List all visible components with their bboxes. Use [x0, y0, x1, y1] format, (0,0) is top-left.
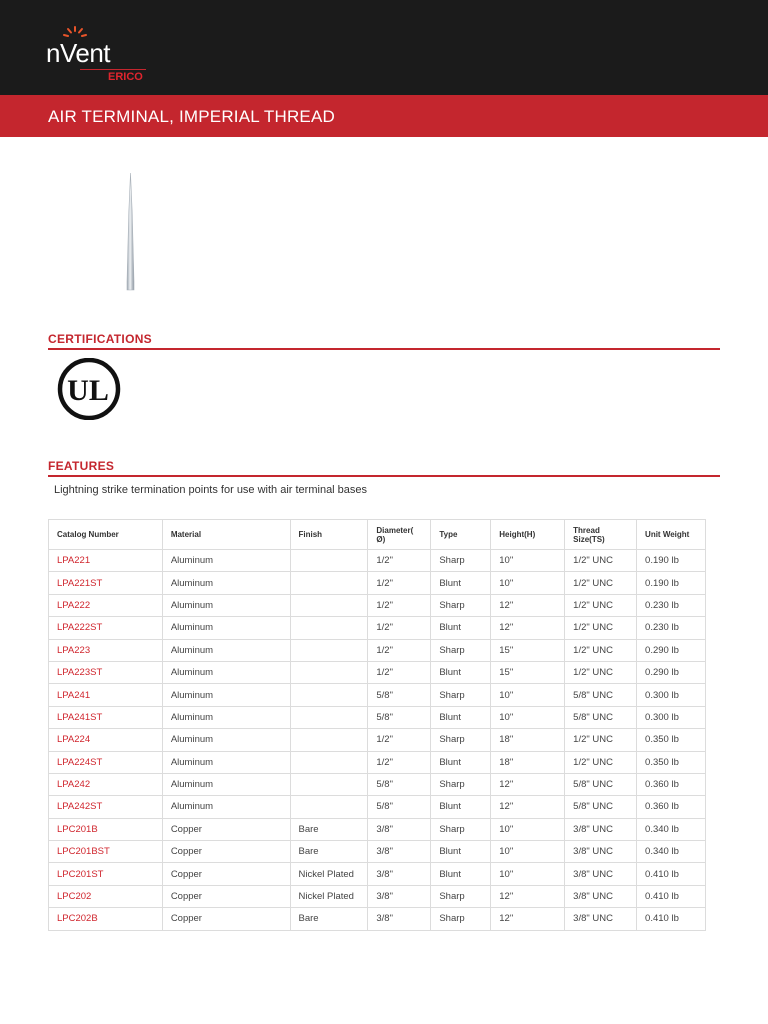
table-row — [49, 617, 706, 639]
table-body — [49, 550, 706, 931]
column-header-height: Height(H) — [491, 520, 565, 550]
cell-thread-size: 1/2" UNC — [565, 594, 637, 616]
cell-type: Blunt — [431, 661, 491, 683]
cell-unit-weight: 0.300 lb — [637, 706, 706, 728]
certifications-heading: CERTIFICATIONS — [48, 332, 152, 346]
table-row — [49, 684, 706, 706]
features-heading: FEATURES — [48, 459, 115, 473]
cell-type: Sharp — [431, 818, 491, 840]
cell-unit-weight: 0.410 lb — [637, 908, 706, 930]
cell-thread-size: 1/2" UNC — [565, 639, 637, 661]
cell-material: Aluminum — [162, 594, 290, 616]
column-header-unit-weight: Unit Weight — [637, 520, 706, 550]
cell-type: Blunt — [431, 863, 491, 885]
cell-unit-weight: 0.350 lb — [637, 729, 706, 751]
cell-type: Sharp — [431, 594, 491, 616]
cell-catalog-number[interactable]: LPA223ST — [49, 661, 163, 683]
cell-unit-weight: 0.360 lb — [637, 796, 706, 818]
cell-height: 12" — [491, 908, 565, 930]
column-header-finish: Finish — [290, 520, 368, 550]
cell-unit-weight: 0.410 lb — [637, 885, 706, 907]
cell-catalog-number[interactable]: LPA224ST — [49, 751, 163, 773]
cell-catalog-number[interactable]: LPA221ST — [49, 572, 163, 594]
cell-finish: Bare — [290, 841, 368, 863]
cell-material: Aluminum — [162, 751, 290, 773]
cell-height: 12" — [491, 885, 565, 907]
title-bar — [0, 95, 768, 137]
cell-diameter: 5/8" — [368, 684, 431, 706]
cell-height: 10" — [491, 572, 565, 594]
cell-diameter: 1/2" — [368, 572, 431, 594]
cell-finish — [290, 572, 368, 594]
cell-material: Aluminum — [162, 617, 290, 639]
cell-diameter: 3/8" — [368, 863, 431, 885]
features-divider — [48, 475, 720, 477]
cell-catalog-number[interactable]: LPC201BST — [49, 841, 163, 863]
cell-height: 15" — [491, 639, 565, 661]
cell-type: Sharp — [431, 729, 491, 751]
cell-height: 10" — [491, 684, 565, 706]
cell-unit-weight: 0.190 lb — [637, 550, 706, 572]
cell-type: Sharp — [431, 773, 491, 795]
column-header-type: Type — [431, 520, 491, 550]
cell-diameter: 3/8" — [368, 908, 431, 930]
cell-material: Copper — [162, 841, 290, 863]
cell-finish: Nickel Plated — [290, 885, 368, 907]
cell-catalog-number[interactable]: LPA242ST — [49, 796, 163, 818]
page-title: AIR TERMINAL, IMPERIAL THREAD — [48, 107, 335, 126]
cell-catalog-number[interactable]: LPA222ST — [49, 617, 163, 639]
cell-material: Copper — [162, 885, 290, 907]
cell-height: 10" — [491, 818, 565, 840]
cell-unit-weight: 0.230 lb — [637, 594, 706, 616]
table-row — [49, 908, 706, 930]
cell-type: Blunt — [431, 751, 491, 773]
cell-finish — [290, 684, 368, 706]
cell-material: Aluminum — [162, 729, 290, 751]
cell-unit-weight: 0.410 lb — [637, 863, 706, 885]
air-terminal-rod-image — [122, 172, 140, 294]
cell-unit-weight: 0.190 lb — [637, 572, 706, 594]
cell-unit-weight: 0.230 lb — [637, 617, 706, 639]
cell-material: Copper — [162, 908, 290, 930]
cell-material: Aluminum — [162, 773, 290, 795]
column-header-diameter: Diameter( Ø) — [368, 520, 431, 550]
cell-catalog-number[interactable]: LPA223 — [49, 639, 163, 661]
cell-finish — [290, 550, 368, 572]
table-row — [49, 751, 706, 773]
cell-material: Copper — [162, 863, 290, 885]
cell-thread-size: 5/8" UNC — [565, 796, 637, 818]
table-row — [49, 818, 706, 840]
cell-unit-weight: 0.290 lb — [637, 639, 706, 661]
cell-catalog-number[interactable]: LPA241ST — [49, 706, 163, 728]
table-row — [49, 773, 706, 795]
cell-catalog-number[interactable]: LPA224 — [49, 729, 163, 751]
cell-unit-weight: 0.290 lb — [637, 661, 706, 683]
cell-catalog-number[interactable]: LPC201B — [49, 818, 163, 840]
table-row — [49, 661, 706, 683]
cell-type: Sharp — [431, 684, 491, 706]
cell-type: Blunt — [431, 706, 491, 728]
cell-type: Sharp — [431, 550, 491, 572]
cell-type: Blunt — [431, 796, 491, 818]
cell-type: Blunt — [431, 841, 491, 863]
cell-catalog-number[interactable]: LPA241 — [49, 684, 163, 706]
cell-catalog-number[interactable]: LPC202 — [49, 885, 163, 907]
cell-type: Sharp — [431, 885, 491, 907]
ul-certification-logo — [57, 358, 121, 420]
cell-unit-weight: 0.340 lb — [637, 841, 706, 863]
cell-height: 12" — [491, 773, 565, 795]
cell-diameter: 1/2" — [368, 751, 431, 773]
cell-unit-weight: 0.340 lb — [637, 818, 706, 840]
table-row — [49, 863, 706, 885]
cell-diameter: 3/8" — [368, 885, 431, 907]
cell-thread-size: 1/2" UNC — [565, 617, 637, 639]
cell-material: Aluminum — [162, 706, 290, 728]
cell-thread-size: 1/2" UNC — [565, 751, 637, 773]
table-row — [49, 594, 706, 616]
cell-catalog-number[interactable]: LPC202B — [49, 908, 163, 930]
cell-catalog-number[interactable]: LPA242 — [49, 773, 163, 795]
cell-material: Aluminum — [162, 572, 290, 594]
cell-diameter: 1/2" — [368, 661, 431, 683]
cell-height: 15" — [491, 661, 565, 683]
cell-catalog-number[interactable]: LPA221 — [49, 550, 163, 572]
column-header-catalog-number: Catalog Number — [49, 520, 163, 550]
certifications-divider — [48, 348, 720, 350]
table-row — [49, 639, 706, 661]
table-row — [49, 841, 706, 863]
table-row — [49, 885, 706, 907]
cell-catalog-number[interactable]: LPC201ST — [49, 863, 163, 885]
cell-thread-size: 3/8" UNC — [565, 818, 637, 840]
cell-diameter: 1/2" — [368, 594, 431, 616]
cell-thread-size: 3/8" UNC — [565, 841, 637, 863]
cell-height: 10" — [491, 550, 565, 572]
cell-material: Aluminum — [162, 661, 290, 683]
cell-height: 10" — [491, 863, 565, 885]
nvent-erico-logo — [46, 26, 156, 86]
header-bar — [0, 0, 768, 95]
cell-thread-size: 1/2" UNC — [565, 572, 637, 594]
cell-diameter: 5/8" — [368, 773, 431, 795]
cell-height: 12" — [491, 617, 565, 639]
cell-material: Copper — [162, 818, 290, 840]
cell-diameter: 1/2" — [368, 729, 431, 751]
cell-diameter: 3/8" — [368, 818, 431, 840]
cell-thread-size: 5/8" UNC — [565, 773, 637, 795]
table-header-row — [49, 520, 706, 550]
cell-thread-size: 3/8" UNC — [565, 908, 637, 930]
cell-finish — [290, 751, 368, 773]
cell-unit-weight: 0.300 lb — [637, 684, 706, 706]
cell-finish — [290, 796, 368, 818]
cell-type: Sharp — [431, 908, 491, 930]
cell-diameter: 3/8" — [368, 841, 431, 863]
cell-finish — [290, 661, 368, 683]
table-row — [49, 729, 706, 751]
cell-diameter: 1/2" — [368, 550, 431, 572]
column-header-thread-size: Thread Size(TS) — [565, 520, 637, 550]
cell-finish — [290, 773, 368, 795]
cell-material: Aluminum — [162, 796, 290, 818]
cell-catalog-number[interactable]: LPA222 — [49, 594, 163, 616]
cell-height: 12" — [491, 594, 565, 616]
cell-type: Blunt — [431, 572, 491, 594]
cell-height: 18" — [491, 729, 565, 751]
cell-type: Blunt — [431, 617, 491, 639]
cell-height: 12" — [491, 796, 565, 818]
cell-finish — [290, 617, 368, 639]
cell-thread-size: 3/8" UNC — [565, 885, 637, 907]
cell-thread-size: 1/2" UNC — [565, 661, 637, 683]
cell-material: Aluminum — [162, 550, 290, 572]
table-row — [49, 572, 706, 594]
cell-material: Aluminum — [162, 639, 290, 661]
cell-material: Aluminum — [162, 684, 290, 706]
cell-diameter: 5/8" — [368, 796, 431, 818]
cell-unit-weight: 0.350 lb — [637, 751, 706, 773]
cell-finish — [290, 706, 368, 728]
logo-divider — [80, 69, 146, 70]
product-spec-table — [48, 519, 706, 931]
cell-finish: Nickel Plated — [290, 863, 368, 885]
cell-diameter: 5/8" — [368, 706, 431, 728]
cell-finish: Bare — [290, 818, 368, 840]
cell-finish — [290, 594, 368, 616]
cell-thread-size: 1/2" UNC — [565, 550, 637, 572]
cell-type: Sharp — [431, 639, 491, 661]
cell-height: 10" — [491, 841, 565, 863]
cell-finish: Bare — [290, 908, 368, 930]
cell-thread-size: 1/2" UNC — [565, 729, 637, 751]
cell-finish — [290, 639, 368, 661]
cell-height: 18" — [491, 751, 565, 773]
cell-finish — [290, 729, 368, 751]
cell-thread-size: 5/8" UNC — [565, 684, 637, 706]
column-header-material: Material — [162, 520, 290, 550]
cell-height: 10" — [491, 706, 565, 728]
cell-diameter: 1/2" — [368, 639, 431, 661]
cell-thread-size: 5/8" UNC — [565, 706, 637, 728]
logo-sub-brand: ERICO — [108, 71, 143, 83]
table-row — [49, 706, 706, 728]
logo-wordmark: nVent — [46, 38, 111, 68]
ul-logo-text: UL — [67, 374, 109, 407]
table-row — [49, 796, 706, 818]
cell-thread-size: 3/8" UNC — [565, 863, 637, 885]
table-row — [49, 550, 706, 572]
cell-unit-weight: 0.360 lb — [637, 773, 706, 795]
cell-diameter: 1/2" — [368, 617, 431, 639]
features-description: Lightning strike termination points for use with air terminal bases — [54, 484, 368, 496]
